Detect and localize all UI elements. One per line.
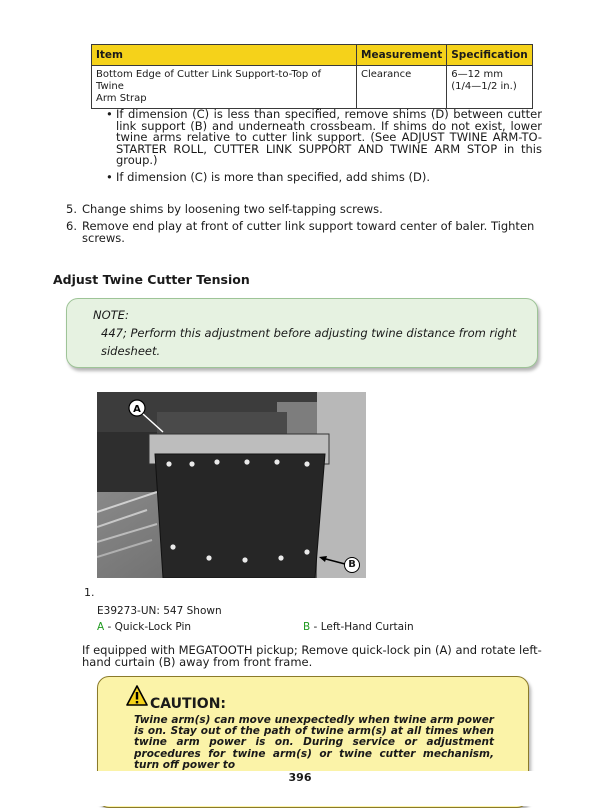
figure-list-number: 1. [84, 586, 95, 599]
bullet-dot: • [106, 107, 113, 121]
page-number [0, 771, 600, 806]
step-number: 5. [66, 202, 77, 216]
item-line-2: Arm Strap [96, 93, 147, 104]
cell-measurement: Clearance [357, 66, 447, 109]
item-line-1: Bottom Edge of Cutter Link Support-to-Top of Twine [96, 69, 322, 92]
col-header-specification: Specification [447, 45, 532, 66]
legend-key: A [97, 621, 105, 633]
note-text: 447; Perform this adjustment before adjusting twine distance from right sidesheet. [101, 326, 517, 358]
spec-line-1: 6—12 mm [451, 69, 503, 80]
bullet-text: If dimension (C) is more than specified, add shims (D). [116, 170, 430, 184]
bullet-text: If dimension (C) is less than specified, remove shims (D) between cutter link support (B) and underneath crossbeam. If shims do not exist, lower twine arms relative to cutter link support. (See ADJUST TWINE ARM-TO-STARTER ROLL, CUTTER LINK SUPPORT AND TWINE ARM STOP in this group.) [116, 107, 542, 167]
cell-specification [447, 66, 532, 109]
spec-table-header-row [92, 45, 533, 66]
spec-table [91, 44, 533, 109]
legend-label: Left-Hand Curtain [320, 621, 414, 633]
baler-curtain-illustration [97, 392, 366, 578]
callout-a-label: A [133, 404, 141, 415]
col-header-item: Item [92, 45, 357, 66]
note-label: NOTE: [93, 308, 129, 322]
legend-sep: - [104, 621, 115, 633]
step-text: Remove end play at front of cutter link support toward center of baler. Tighten screws. [82, 219, 535, 245]
callout-b-label: B [348, 559, 356, 570]
spec-line-2: (1/4—1/2 in.) [451, 81, 517, 92]
table-row [92, 66, 533, 109]
legend-item-a [97, 621, 191, 633]
bullet-dot: • [106, 170, 113, 184]
legend-sep: - [310, 621, 321, 633]
legend-label: Quick-Lock Pin [114, 621, 192, 633]
note-box [66, 298, 538, 368]
section-heading: Adjust Twine Cutter Tension [53, 272, 250, 287]
warning-icon [126, 685, 148, 707]
figure-photo [97, 392, 366, 578]
legend-item-b [303, 621, 414, 633]
caution-title: CAUTION: [150, 696, 227, 712]
bullet-item [106, 109, 542, 167]
page-number-text: 396 [288, 771, 312, 784]
caution-text: Twine arm(s) can move unexpectedly when twine arm power is on. Stay out of the path of twine arm(s) at all times when twine arm power is on. During service or adjustment procedures for twine arm(s) or twine cutter mechanism, turn off power to [134, 714, 494, 771]
body-paragraph: If equipped with MEGATOOTH pickup; Remove quick-lock pin (A) and rotate left-hand curtain (B) away from front frame. [82, 643, 542, 669]
figure-id: E39273-UN: 547 Shown [97, 605, 222, 617]
step-item [66, 204, 546, 216]
legend-key: B [303, 621, 311, 633]
step-number: 6. [66, 219, 77, 233]
callout-b-marker [344, 557, 360, 573]
col-header-measurement: Measurement [357, 45, 447, 66]
cell-item [92, 66, 357, 109]
step-item [66, 221, 546, 244]
step-text: Change shims by loosening two self-tapping screws. [82, 202, 383, 216]
bullet-item [106, 172, 542, 184]
